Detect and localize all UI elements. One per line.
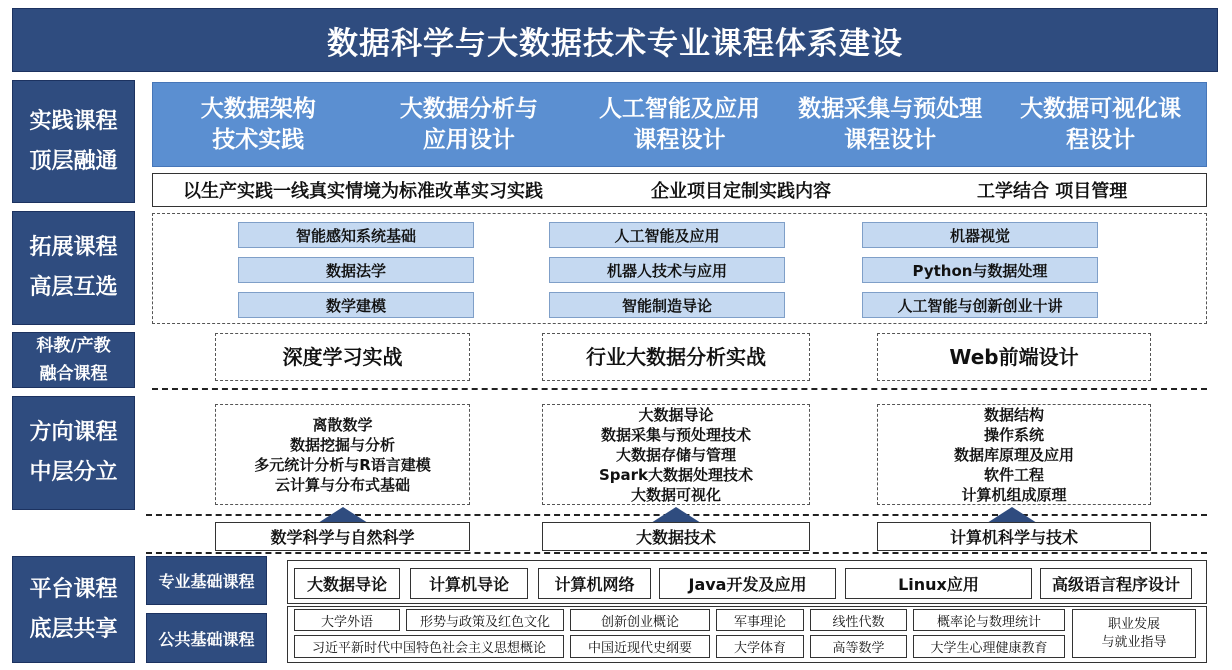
level-direction-line2: 中层分立 (29, 460, 118, 485)
section-divider (152, 388, 1207, 390)
level-fusion-line2: 融合课程 (39, 364, 108, 384)
professional-course: 高级语言程序设计 (1040, 568, 1192, 599)
practice-course: 大数据分析与 应用设计 (399, 95, 538, 153)
level-platform-line2: 底层共享 (29, 616, 118, 642)
level-fusion-line1: 科教/产教 (36, 336, 111, 356)
public-course: 形势与政策及红色文化 (406, 609, 564, 631)
section-divider (146, 552, 1207, 554)
level-practice-line2: 顶层融通 (29, 148, 118, 174)
direction-course: 大数据存储与管理 (615, 445, 736, 464)
practice-note: 以生产实践一线真实情境为标准改革实习实践 (183, 181, 543, 202)
public-course: 概率论与数理统计 (913, 609, 1065, 631)
direction-base: 计算机科学与技术 (877, 522, 1151, 551)
direction-base: 大数据技术 (542, 522, 810, 551)
direction-course-group (542, 404, 810, 505)
page-title: 数据科学与大数据技术专业课程体系建设 (12, 8, 1218, 72)
public-course: 大学生心理健康教育 (913, 635, 1065, 658)
direction-course: 多元统计分析与R语言建模 (254, 455, 431, 474)
level-practice-line1: 实践课程 (29, 108, 118, 134)
extension-course: 数学建模 (238, 292, 474, 318)
fusion-course: 深度学习实战 (215, 333, 470, 381)
level-platform (12, 556, 135, 663)
level-fusion (12, 332, 135, 388)
direction-course: 数据挖掘与分析 (289, 435, 395, 454)
extension-course: 机器视觉 (862, 222, 1098, 248)
practice-course: 人工智能及应用 课程设计 (598, 95, 760, 153)
public-course: 中国近现代史纲要 (570, 635, 710, 658)
level-extension (12, 211, 135, 325)
direction-course: 云计算与分布式基础 (274, 475, 410, 494)
practice-course: 大数据架构 技术实践 (200, 95, 316, 153)
direction-course: 软件工程 (983, 465, 1044, 484)
level-platform-line1: 平台课程 (29, 576, 118, 602)
practice-course-band (152, 82, 1207, 167)
career-line: 与就业指导 (1101, 634, 1167, 650)
level-extension-line1: 拓展课程 (29, 235, 118, 260)
platform-public-label: 公共基础课程 (146, 613, 267, 663)
practice-note: 企业项目定制实践内容 (651, 181, 831, 202)
professional-course: Java开发及应用 (659, 568, 836, 599)
professional-course: 计算机网络 (538, 568, 651, 599)
practice-notes-row (152, 173, 1207, 207)
direction-course: 操作系统 (983, 425, 1044, 444)
extension-course: 智能感知系统基础 (238, 222, 474, 248)
extension-course: 数据法学 (238, 257, 474, 283)
direction-course: 数据库原理及应用 (953, 445, 1074, 464)
professional-course: Linux应用 (845, 568, 1032, 599)
level-extension-line2: 高层互选 (29, 275, 118, 300)
direction-course: 大数据可视化 (630, 485, 721, 504)
direction-base: 数学科学与自然科学 (215, 522, 470, 551)
level-direction (12, 396, 135, 510)
direction-course: 数据采集与预处理技术 (600, 425, 751, 444)
public-course: 线性代数 (810, 609, 907, 631)
public-course: 高等数学 (810, 635, 907, 658)
fusion-course: Web前端设计 (877, 333, 1151, 381)
professional-course: 计算机导论 (410, 568, 528, 599)
extension-course: 人工智能与创新创业十讲 (862, 292, 1098, 318)
level-direction-line1: 方向课程 (29, 420, 118, 445)
direction-course: 数据结构 (983, 405, 1044, 424)
extension-course: 机器人技术与应用 (549, 257, 785, 283)
public-course: 军事理论 (716, 609, 804, 631)
public-course: 大学外语 (294, 609, 400, 631)
career-line: 职业发展 (1107, 616, 1160, 632)
professional-course: 大数据导论 (294, 568, 400, 599)
direction-course: Spark大数据处理技术 (598, 465, 754, 484)
direction-course-group (877, 404, 1151, 505)
extension-course: 智能制造导论 (549, 292, 785, 318)
practice-course: 大数据可视化课 程设计 (1020, 95, 1182, 153)
public-course-career (1072, 609, 1196, 658)
level-practice (12, 80, 135, 203)
direction-course: 计算机组成原理 (961, 485, 1067, 504)
public-course: 习近平新时代中国特色社会主义思想概论 (294, 635, 564, 658)
direction-course: 大数据导论 (638, 405, 714, 424)
extension-course: 人工智能及应用 (549, 222, 785, 248)
direction-course-group (215, 404, 470, 505)
public-course: 创新创业概论 (570, 609, 710, 631)
extension-course: Python与数据处理 (862, 257, 1098, 283)
fusion-course: 行业大数据分析实战 (542, 333, 810, 381)
platform-professional-label: 专业基础课程 (146, 556, 267, 605)
practice-note: 工学结合 项目管理 (977, 181, 1128, 202)
public-course: 大学体育 (716, 635, 804, 658)
practice-course: 数据采集与预处理 课程设计 (798, 95, 983, 153)
direction-course: 离散数学 (312, 415, 373, 434)
